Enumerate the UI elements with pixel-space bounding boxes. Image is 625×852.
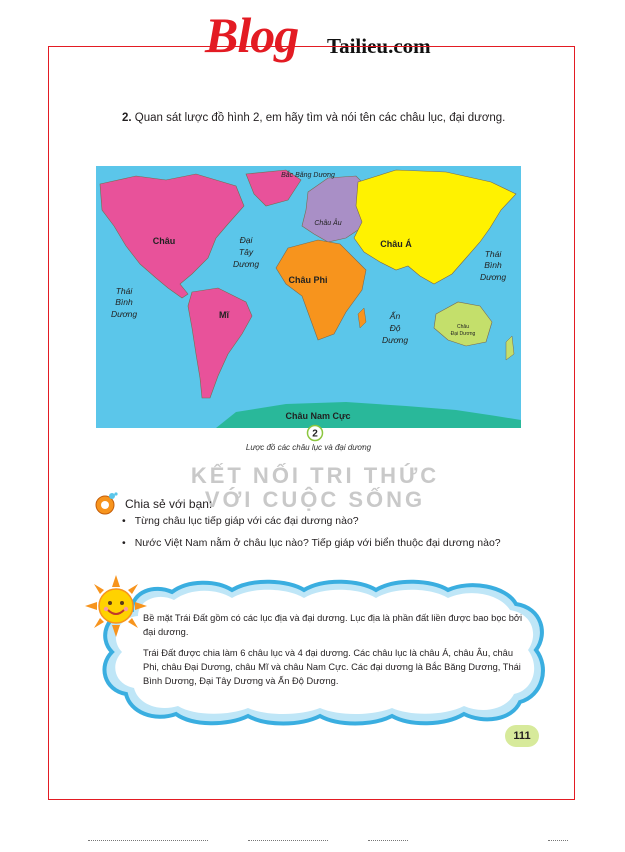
world-map — [96, 166, 521, 428]
label-africa: Châu Phi — [288, 275, 328, 285]
label-pacific-w-1: Thái — [115, 286, 133, 296]
label-arctic: Bắc Băng Dương — [281, 172, 335, 179]
figure-number-badge — [306, 424, 324, 442]
label-asia: Châu Á — [380, 239, 412, 249]
label-america-top: Châu — [152, 236, 176, 246]
footer-rule — [48, 840, 575, 846]
label-indian-3: Dương — [381, 335, 409, 345]
question-number: 2. — [122, 112, 132, 124]
label-europe: Châu Âu — [314, 220, 342, 227]
label-pacific-e-2: Bình — [484, 260, 502, 270]
label-atlantic-1: Đại — [239, 235, 253, 245]
question-2 — [122, 112, 505, 124]
gear-icon — [92, 491, 118, 517]
share-heading: Chia sẻ với bạn: — [125, 497, 213, 511]
page-number: 111 — [505, 725, 539, 747]
sun-icon — [85, 575, 147, 637]
label-pacific-w-2: Bình — [115, 297, 133, 307]
summary-paragraph-1: Bề mặt Trái Đất gồm có các lục địa và đại dương. Lục địa là phần đất liền được bao bọc bởi đại dương. — [143, 613, 523, 637]
label-america-bottom: Mĩ — [219, 310, 229, 320]
watermark-line-1: KẾT NỐI TRI THỨC — [190, 463, 440, 488]
figure-number: 2 — [312, 428, 318, 440]
summary-text — [143, 611, 531, 695]
question-text: Quan sát lược đồ hình 2, em hãy tìm và nói tên các châu lục, đại dương. — [131, 112, 506, 124]
logo-blog-text: Blog — [205, 7, 299, 63]
label-atlantic-2: Tây — [238, 247, 254, 257]
share-item-2: • Nước Việt Nam nằm ở châu lục nào? Tiếp giáp với biển thuộc đại dương nào? — [122, 537, 501, 549]
label-atlantic-3: Dương — [232, 259, 260, 269]
label-antarctica: Châu Nam Cực — [285, 411, 351, 421]
label-pacific-w-3: Dương — [110, 309, 138, 319]
share-list — [122, 515, 501, 559]
watermark-line-2: VỚI CUỘC SỐNG — [204, 487, 426, 512]
label-indian-2: Độ — [389, 323, 401, 333]
summary-paragraph-2: Trái Đất được chia làm 6 châu lục và 4 đại dương. Các châu lục là châu Á, châu Âu, châu Phi, châu Đại Dương, châu Mĩ và châu Nam Cực. Các đại dương là Bắc Băng Dương, Thái Bình Dương, Đại Tây Dương và Ấn Độ Dương. — [143, 648, 521, 686]
logo-site-text: Tailieu.com — [327, 34, 431, 58]
map-caption: Lược đồ các châu lục và đại dương — [245, 443, 372, 452]
label-pacific-e-1: Thái — [484, 249, 502, 259]
label-indian-1: Ấn — [389, 311, 401, 321]
label-oceania-1: Châu — [457, 324, 469, 330]
label-pacific-e-3: Dương — [479, 272, 507, 282]
share-item-1: • Từng châu lục tiếp giáp với các đại dương nào? — [122, 515, 501, 527]
label-oceania-2: Đại Dương — [450, 331, 476, 337]
